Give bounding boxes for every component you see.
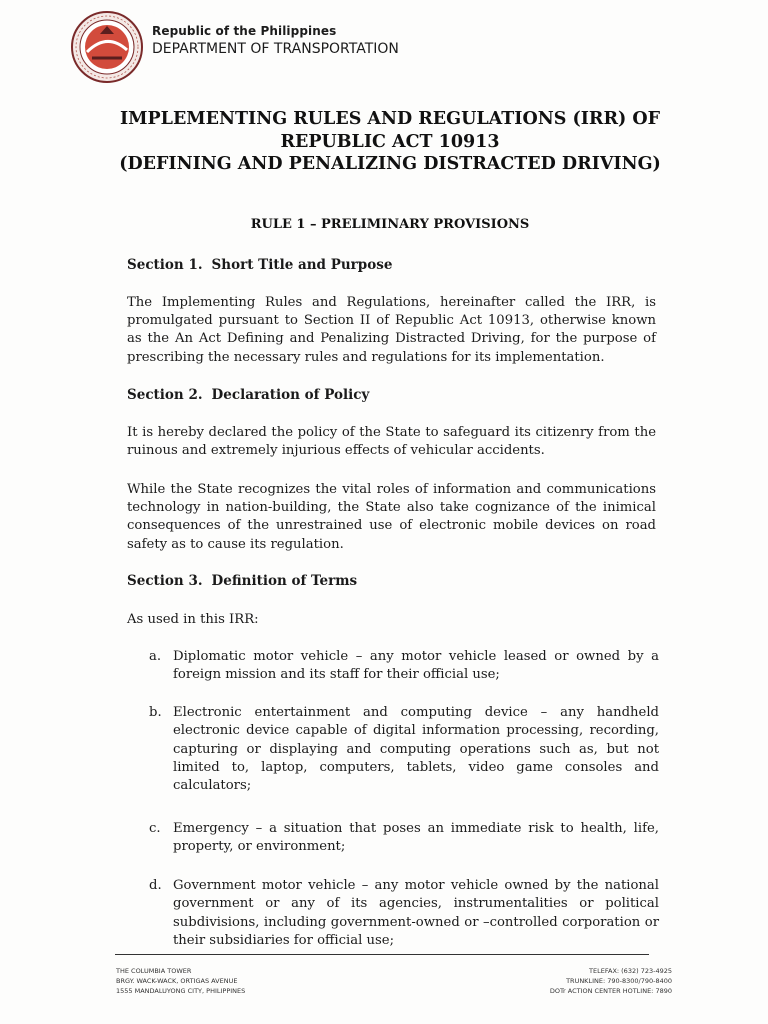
- section-title: Declaration of Policy: [211, 387, 370, 403]
- section-paragraph: It is hereby declared the policy of the State to safeguard its citizenry from the ruinous and extremely injurious effects of vehicular accidents.: [127, 425, 656, 459]
- definition-text: Government motor vehicle – any motor vehicle owned by the national government or any of its agencies, instrumentalities or political subdivisions, including government-owned or –controlled corporation or their subsidiaries for official use;: [173, 878, 659, 948]
- footer-divider: [115, 954, 649, 955]
- title-line-1: IMPLEMENTING RULES AND REGULATIONS (IRR) OF: [119, 109, 661, 129]
- republic-label: Republic of the Philippines: [152, 24, 337, 38]
- rule-heading: RULE 1 – PRELIMINARY PROVISIONS: [250, 217, 530, 232]
- agency-header: [152, 24, 399, 58]
- section-number: Section 3.: [127, 573, 203, 589]
- definition-letter: b.: [149, 705, 162, 720]
- footer-contact-line: TRUNKLINE: 790-8300/790-8400: [566, 977, 672, 985]
- section-title: Definition of Terms: [211, 573, 358, 589]
- footer-address-line: BRGY. WACK-WACK, ORTIGAS AVENUE: [116, 977, 238, 985]
- footer-contact-line: TELEFAX: (632) 723-4925: [589, 967, 672, 975]
- definition-item: [149, 648, 659, 685]
- definition-item: [149, 877, 659, 950]
- section-heading: [127, 257, 392, 273]
- definition-letter: d.: [149, 878, 162, 893]
- dotr-seal-icon: [70, 10, 144, 84]
- section-number: Section 2.: [127, 387, 203, 403]
- definition-item: [149, 820, 659, 857]
- section-paragraph: The Implementing Rules and Regulations, hereinafter called the IRR, is promulgated pursuant to Section II of Republic Act 10913, otherwise known as the An Act Defining and Penalizing Distracted Driving, for the purpose of prescribing the necessary rules and regulations for its implementation.: [127, 295, 656, 365]
- section-paragraph: While the State recognizes the vital roles of information and communications technology in nation-building, the State also take cognizance of the inimical consequences of the unrestrained use of electronic mobile devices on road safety as to cause its regulation.: [127, 482, 656, 552]
- section-number: Section 1.: [127, 257, 203, 273]
- definition-letter: a.: [149, 649, 162, 664]
- definition-text: Electronic entertainment and computing device – any handheld electronic device capable of digital information processing, recording, capturing or displaying and computing operations such as, but not limited to, laptop, computers, tablets, video game consoles and calculators;: [173, 705, 659, 794]
- footer-contact-line: DOTr ACTION CENTER HOTLINE: 7890: [549, 987, 672, 995]
- document-title: [100, 108, 680, 176]
- definition-text: Diplomatic motor vehicle – any motor vehicle leased or owned by a foreign mission and its staff for their official use;: [173, 649, 659, 683]
- section-paragraph: As used in this IRR:: [127, 612, 259, 627]
- footer-address: [116, 966, 245, 996]
- footer-contact: [550, 966, 672, 996]
- title-line-3: (DEFINING AND PENALIZING DISTRACTED DRIVING): [119, 154, 661, 174]
- section-heading: [127, 387, 369, 403]
- definition-text: Emergency – a situation that poses an immediate risk to health, life, property, or environment;: [173, 821, 659, 855]
- title-line-2: REPUBLIC ACT 10913: [280, 131, 500, 152]
- footer-address-line: 1555 MANDALUYONG CITY, PHILIPPINES: [116, 987, 246, 995]
- section-heading: [127, 573, 357, 589]
- definition-item: [149, 704, 659, 795]
- definition-letter: c.: [149, 821, 161, 836]
- department-label: DEPARTMENT OF TRANSPORTATION: [152, 41, 399, 57]
- footer-address-line: THE COLUMBIA TOWER: [116, 967, 192, 975]
- section-title: Short Title and Purpose: [211, 257, 393, 273]
